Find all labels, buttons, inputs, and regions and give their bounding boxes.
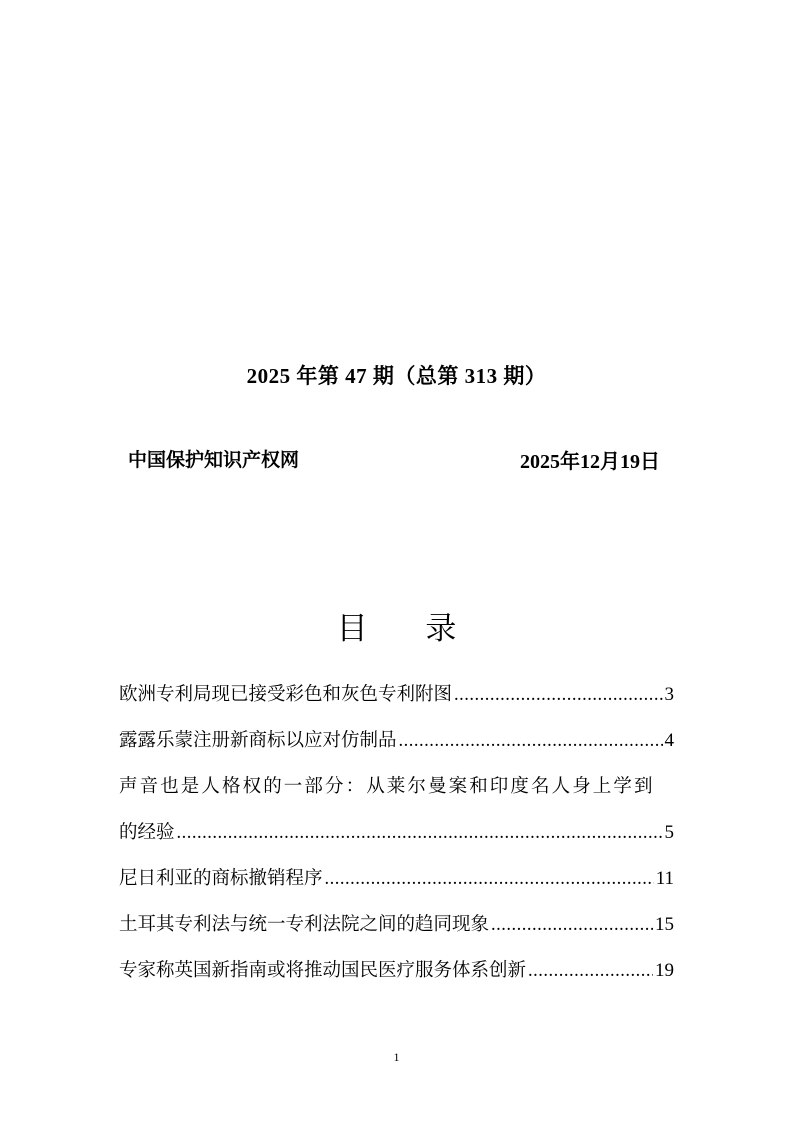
toc-title: 目 录 [336, 611, 481, 647]
issue-number: 2025 年第 47 期（总第 313 期） [246, 364, 547, 388]
dot-leader [325, 856, 654, 902]
toc-entry[interactable] [119, 902, 674, 948]
toc-entry-page[interactable]: 15 [655, 914, 674, 935]
toc-entry-title[interactable]: 尼日利亚的商标撤销程序 [119, 868, 323, 889]
publisher-name: 中国保护知识产权网 [128, 449, 300, 471]
toc-entry-title[interactable]: 露露乐蒙注册新商标以应对仿制品 [119, 730, 397, 751]
toc-entry-title-line1[interactable]: 声音也是人格权的一部分：从莱尔曼案和印度名人身上学到 [119, 776, 655, 797]
toc-entry-title-line2[interactable]: 的经验 [119, 822, 175, 843]
toc-entry[interactable] [119, 948, 674, 994]
dot-leader [491, 902, 653, 948]
toc-entry-page[interactable]: 11 [655, 868, 674, 889]
toc-entry-title[interactable]: 土耳其专利法与统一专利法院之间的趋同现象 [119, 914, 490, 935]
toc-entry-title[interactable]: 欧洲专利局现已接受彩色和灰色专利附图 [119, 684, 453, 705]
toc-entry[interactable] [119, 810, 674, 856]
toc-entry-page[interactable]: 3 [664, 684, 674, 705]
toc-entry-page[interactable]: 4 [664, 730, 674, 751]
toc-entry[interactable] [119, 856, 674, 902]
dot-leader [454, 672, 662, 718]
table-of-contents [119, 672, 674, 994]
dot-leader [528, 948, 653, 994]
page-number: 1 [393, 1050, 400, 1064]
toc-entry[interactable] [119, 672, 674, 718]
publication-date: 2025年12月19日 [520, 451, 660, 473]
toc-entry[interactable] [119, 718, 674, 764]
toc-entry-title[interactable]: 专家称英国新指南或将推动国民医疗服务体系创新 [119, 960, 527, 981]
toc-entry-page[interactable]: 19 [655, 960, 674, 981]
toc-entry-page[interactable]: 5 [664, 822, 674, 843]
dot-leader [177, 810, 663, 856]
dot-leader [399, 718, 663, 764]
